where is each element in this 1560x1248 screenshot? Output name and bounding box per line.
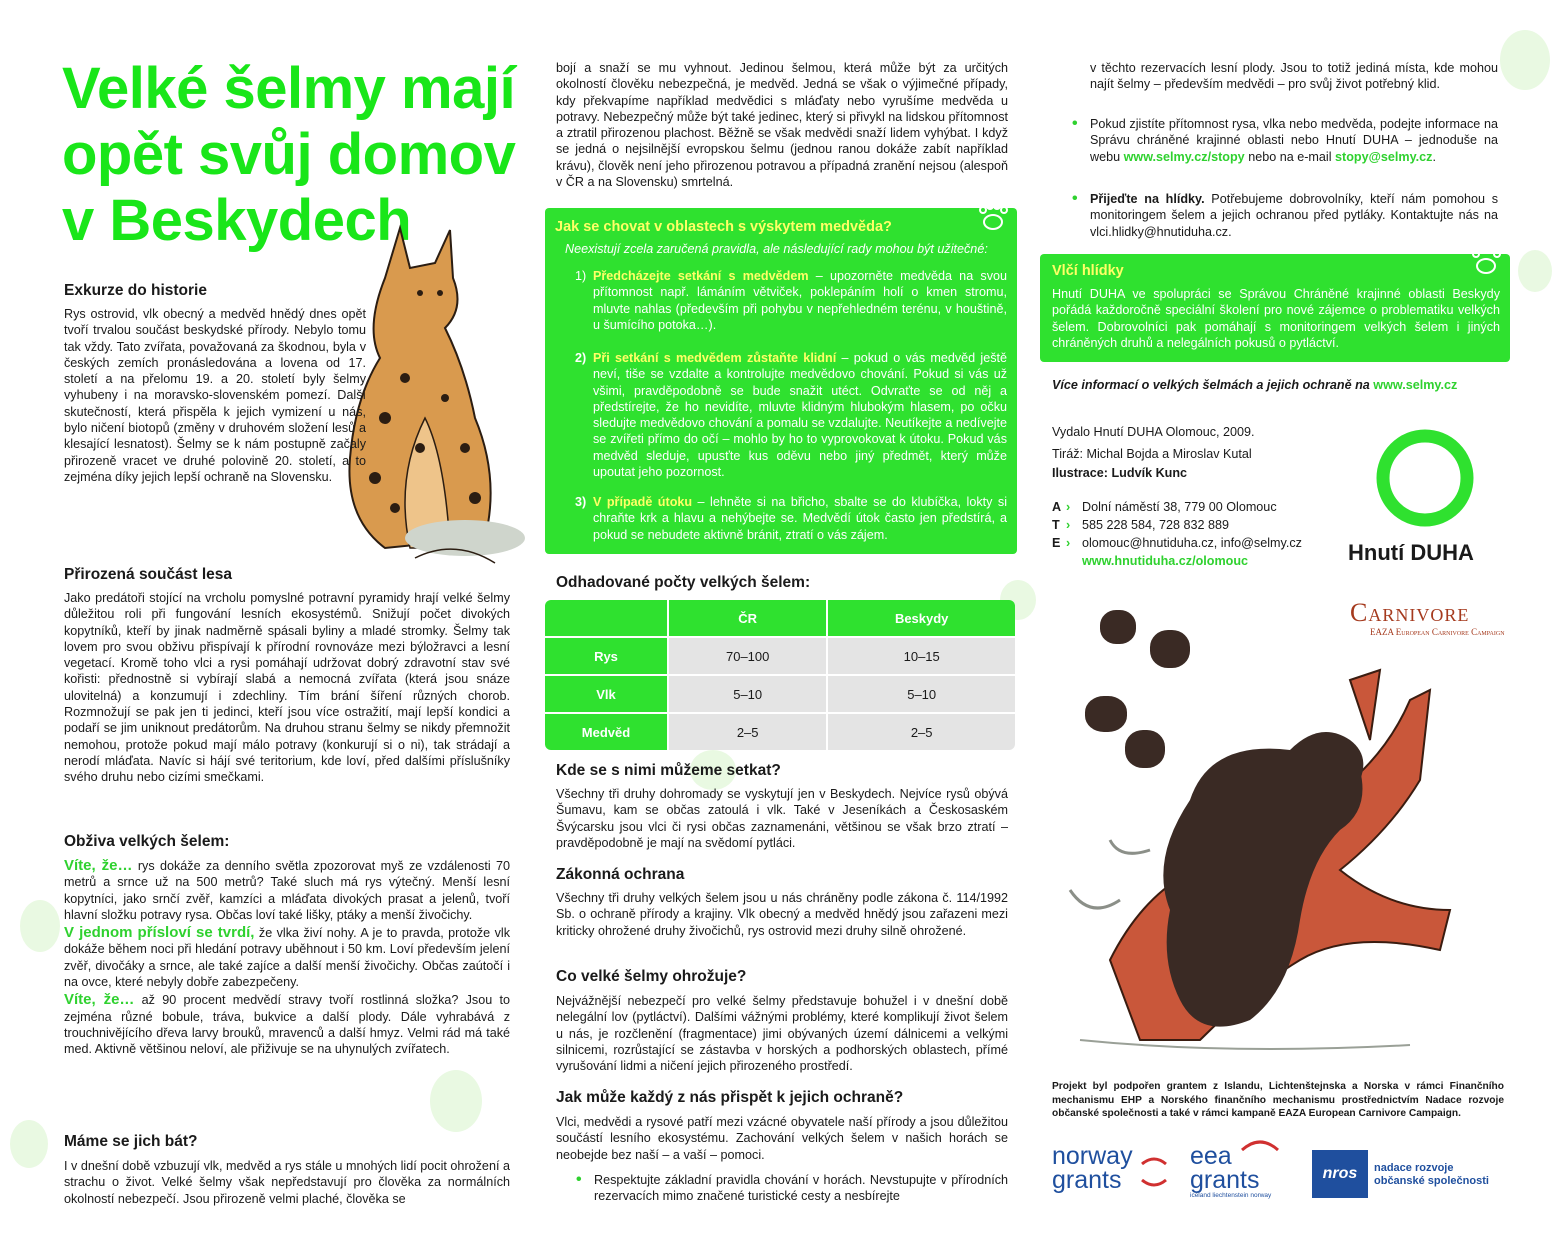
table-row (545, 636, 1015, 674)
rule-head: Při setkání s medvědem zůstaňte klidní (593, 351, 837, 365)
title-line: v Beskydech (62, 188, 412, 253)
bullet-text: Potřebujeme dobrovolníky, kteří nám pomohou s monitoringem šelem a jejich ochranou před pytláky. Kontaktujte nás na vlci.hlidky@hnutiduha.cz. (1090, 192, 1498, 239)
food-text: až 90 procent medvědí stravy tvoří rostlinná složka? Jsou to zejména různé bobule, tráva, bukvice a další plody. Dále vyhrabává z trouchnivějícího dřeva larvy brouků, mravenců a další hmyz. Velmi rád má také med. Aktivně většinou neloví, ale přiživuje se na uhynulých zvířatech. (64, 993, 510, 1057)
contact-value: 585 228 584, 728 832 889 (1082, 518, 1230, 532)
section-title: Exkurze do historie (64, 282, 207, 299)
rule-number: 2) (575, 351, 587, 365)
bear-illustration (1050, 660, 1510, 1070)
where-text: Všechny tři druhy dohromady se vyskytují jen v Beskydech. Nejvíce rysů obývá Šumavu, kam se občas zatoulá i vlk. Také v Jeseníkách a Českosaském Švýcarsku jsou vlci či rysi občas zaznamenáni, většinou se však brzo ztratí – pravděpodobně je mají na svědomí pytláci. (556, 787, 1008, 850)
norway-grants-text: grants (1052, 1166, 1122, 1194)
population-table (545, 600, 1015, 750)
title-line: Velké šelmy mají (62, 56, 516, 121)
link-email-stopy[interactable]: stopy@selmy.cz (1335, 149, 1433, 164)
rule-text: – lehněte si na břicho, sbalte se do klubíčka, lokty si chraňte krk a hlavu a nehýbejte se. Medvědí útok často jen předstírá, a pokud se nebudete aktivně bránit, ztratí o vás zájem. (593, 495, 1007, 542)
paw-print-decoration (10, 1120, 48, 1168)
food-paragraph-wolf (64, 925, 510, 990)
hnuti-duha-logo-text: Hnutí DUHA (1348, 540, 1474, 565)
paw-print-decoration (20, 900, 60, 952)
bullet-patrols (1072, 191, 1498, 240)
cell-beskydy: 10–15 (828, 636, 1015, 674)
paw-icon (975, 198, 1011, 234)
table-header-cr: ČR (669, 600, 828, 636)
paw-print-decoration (1518, 250, 1552, 292)
nros-text: občanské společnosti (1374, 1175, 1489, 1187)
carnivore-logo: Carnivore (1350, 598, 1470, 627)
box-text: Hnutí DUHA ve spolupráci se Správou Chráněné krajinné oblasti Beskydy pořádá každoročně speciální školení pro nové zájemce o problematiku velkých šelem. Dobrovolníci pak pomáhají s monitoringem velkých šelem i jiných chráněných druhů a nelegálních pokusů o pytláctví. (1052, 287, 1500, 350)
continuation-text: v těchto rezervacích lesní plody. Jsou to totiž jediná místa, kde mohou najít šelmy – především medvědi – pro svůj život potřebný klid. (1090, 61, 1498, 92)
chevron-icon: › (1066, 500, 1071, 514)
norway-grants-text: norway (1052, 1142, 1133, 1170)
bullet-text: . (1432, 149, 1436, 164)
rule-3 (575, 494, 1007, 543)
contact-value: Dolní náměstí 38, 779 00 Olomouc (1082, 500, 1277, 514)
history-text: Rys ostrovid, vlk obecný a medvěd hnědý dnes opět tvoří trvalou součást beskydské přírody. Nebylo tomu tak vždy. Tato zvířata, považovaná za škodnou, byla v českých zemích pronásledována a lovena od 17. století a na přelomu 19. a 20. století byly šelmy vyhubeny i na moravsko-slovenském pomezí. Další skutečností, která přispěla k jejich vymizení u nás, bylo ničení biotopů (změny v druhovém složení lesů a klesající lesnatost). Šelmy se k nám postupně začaly přirozeně vracet ve druhé polovině 20. století, a to zejména díky jejich lepší ochraně na Slovensku. (64, 307, 366, 484)
contact-key: E (1052, 536, 1061, 550)
rule-text: – upozorněte medvěda na svou přítomnost např. lámáním větviček, poklepáním holí o kmen stromu, mluvte nahlas (především při pohybu v nepřehledném terénu, v houštině, u šumícího potoka…). (593, 269, 1008, 332)
eea-grants-logo (1190, 1144, 1300, 1208)
box-title: Jak se chovat v oblastech s výskytem medvěda? (555, 219, 892, 235)
eea-grants-text: grants (1190, 1166, 1260, 1194)
help-text: Vlci, medvědi a rysové patří mezi vzácné obyvatele naší přírody a jsou důležitou součástí lesního ekosystému. Zachování velkých šelem v našich horách se neobejde bez naší – a vaší – pomoci. (556, 1115, 1008, 1162)
contact-key: T (1052, 518, 1060, 532)
link-selmy[interactable]: www.selmy.cz (1373, 378, 1458, 392)
bear-behavior-box (545, 208, 1017, 554)
chevron-icon: › (1066, 518, 1071, 532)
section-title-fear: Máme se jich bát? (64, 1133, 198, 1150)
nros-logo-mark: nros (1312, 1150, 1368, 1198)
bullet-text: Respektujte základní pravidla chování v horách. Nevstupujte v přírodních rezervacích mimo značené turistické cesty a nesbírejte (594, 1173, 1008, 1204)
table-header-row (545, 600, 1015, 636)
food-paragraph-bear (64, 992, 510, 1057)
nros-text: nadace rozvoje (1374, 1162, 1454, 1174)
link-selmy-stopy[interactable]: www.selmy.cz/stopy (1123, 149, 1245, 164)
section-title-help: Jak může každý z nás přispět k jejich ochraně? (556, 1089, 904, 1106)
food-text: že vlka živí nohy. A je to pravda, protože vlk dokáže během noci při hledání potravy uběhnout i 50 km. Loví především jelení zvěř, divočáky a srnce, ale také zajíce a další menší živočichy. Občas zaútočí i na ovce, které nebyly dobře zabezpečeny. (64, 926, 510, 990)
row-label: Medvěd (545, 712, 669, 750)
contact-block (1052, 499, 1352, 571)
eea-grants-mark-icon (1240, 1138, 1280, 1152)
food-paragraph-lynx (64, 858, 510, 923)
contact-key: A (1052, 500, 1062, 514)
food-text: rys dokáže za denního světla zpozorovat myš ze vzdálenosti 70 metrů a srnce už na 500 metrů? Také sluch má rys výtečný. Menší lesní kopytníci, jako srnčí zvěř, kamzíci a mláďata divokých prasat a jelenů, tvoří hlavní složku potravy rysa. Občas loví také lišky, ptáky a menší živočichy. (64, 859, 510, 922)
bullet-icon: • (1072, 190, 1078, 207)
link-hnutiduha-web[interactable]: www.hnutiduha.cz/olomouc (1082, 554, 1249, 568)
table-row (545, 674, 1015, 712)
rule-head: V případě útoku (593, 495, 693, 509)
table-row (545, 712, 1015, 750)
cell-cr: 70–100 (669, 636, 828, 674)
help-bullet (576, 1172, 1008, 1205)
more-info (1052, 377, 1512, 393)
rule-head: Předcházejte setkání s medvědem (593, 269, 809, 283)
paw-icon (1468, 242, 1504, 278)
rule-number: 1) (575, 269, 587, 283)
norway-grants-mark-icon (1140, 1154, 1168, 1190)
section-history (64, 282, 374, 300)
cell-beskydy: 5–10 (828, 674, 1015, 712)
cell-cr: 5–10 (669, 674, 828, 712)
section-title-food: Obživa velkých šelem: (64, 833, 230, 850)
cell-cr: 2–5 (669, 712, 828, 750)
hnuti-duha-circle-logo (1372, 425, 1478, 531)
title-line: opět svůj domov (62, 122, 516, 187)
contact-value[interactable]: olomouc@hnutiduha.cz, info@selmy.cz (1082, 536, 1302, 550)
eea-grants-text: eea (1190, 1142, 1232, 1170)
contact-row (1052, 499, 1352, 517)
table-header-beskydy: Beskydy (828, 600, 1015, 636)
table-header (545, 600, 669, 636)
contact-row (1052, 535, 1352, 553)
threats-text: Nejvážnější nebezpečí pro velké šelmy představuje bohužel i v dnešní době nelegální lov (pytláctví). Dalšími vážnými problémy, které komplikují život šelem u nás, je rozčlenění (fragmentace) jimi obývaných území dálnicemi a velkými silnicemi, rozrůstající se zástavba v horských a podhorských oblastech, přímé vyrušování lidmi a ničení jejich přirozeného prostředí. (556, 994, 1008, 1074)
paw-print-decoration (1500, 30, 1550, 90)
food-section (64, 858, 510, 1058)
forest-text: Jako predátoři stojící na vrcholu pomyslné potravní pyramidy hrají velké šelmy důležitou roli při fungování lesních ekosystémů. Snižují počet divokých kopytníků, kteří by jinak nadměrně spásali byliny a mladé stromky. Šelmy tak lovem pro svou obživu přispívají k přírodní rovnováze mezi býložravci a lesní vegetací. Kromě toho vlci a rysi pomáhají udržovat dobrý zdravotní stav své kořisti: přednostně si vybírají slabá a nemocná zvířata (která jsou snáze ulovitelná) a konzumují i zdechliny. Tím brání šíření různých chorob. Rozmnožují se pak jen ti jedinci, kteří jsou více ostražití, mají lepší kondici a podaří se jim uniknout predátorům. Na druhou stranu šelmy se nikdy přemnožit nemohou, protože pokud mají málo potravy (konkurují si o ni), tak strádají a nerodí mláďata. Navíc si hájí své teritorium, kde loví, před dalšími příslušníky svého druhu nebo cizími smečkami. (64, 591, 510, 785)
section-title-law: Zákonná ochrana (556, 866, 685, 883)
rule-number: 3) (575, 495, 587, 509)
rule-text: – pokud o vás medvěd ještě neví, tiše se vzdalte a kontrolujte medvědovo chování. Pokud si vás už všimi, pravděpodobně se bude snažit utéct. Odvraťte se od něj a předstírejte, že ho nevidíte, mluvte klidným hlubokým hlasem, po očku sledujte medvědovo chování a pomalu se vzdalujte. Neutíkejte a nedívejte se zvířeti přímo do očí – mohlo by ho to vyprovokovat k útoku. Pokud vás medvěd sleduje, upusťte kus oděvu nebo jiný předmět, který může upoutat jeho pozornost. (593, 351, 1007, 480)
carnivore-logo-subtitle: EAZA European Carnivore Campaign (1370, 627, 1505, 637)
bullet-head: Přijeďte na hlídky. (1090, 192, 1205, 206)
nros-logo-text (1374, 1162, 1489, 1188)
chevron-icon: › (1066, 536, 1071, 550)
section-title-forest: Přirozená součást lesa (64, 566, 232, 583)
section-title-threats: Co velké šelmy ohrožuje? (556, 968, 747, 985)
bullet-report (1072, 116, 1498, 165)
box-title: Vlčí hlídky (1052, 263, 1124, 279)
bullet-icon: • (1072, 115, 1078, 132)
lead-proverb: V jednom přísloví se tvrdí, (64, 924, 255, 942)
law-text: Všechny tři druhy velkých šelem jsou u nás chráněny podle zákona č. 114/1992 Sb. o ochraně přírody a krajiny. Vlk obecný a medvěd hnědý jsou zařazeni mezi kriticky ohrožené druhy živočichů, rys ostrovid mezi druhy silně ohrožené. (556, 891, 1008, 938)
contact-row (1052, 553, 1352, 571)
fear-text: I v dnešní době vzbuzují vlk, medvěd a rys stále u mnohých lidí pocit ohrožení a strachu o život. Velké šelmy však nepředstavují pro člověka za normálních okolností nebezpečí. Jsou přirozeně velmi plaché, člověka se (64, 1159, 510, 1206)
cell-beskydy: 2–5 (828, 712, 1015, 750)
print-run: Tiráž: Michal Bojda a Miroslav Kutal (1052, 447, 1252, 461)
section-title-where: Kde se s nimi můžeme setkat? (556, 762, 781, 779)
paw-print-decoration (430, 1070, 482, 1132)
grant-text: Projekt byl podpořen grantem z Islandu, Lichtenštejnska a Norska v rámci Finančního mechanismu EHP a Norského finančního mechanismu prostřednictvím Nadace rozvoje občanské společnosti a také v rámci kampaně EAZA European Carnivore Campaign. (1052, 1081, 1504, 1120)
publisher: Vydalo Hnutí DUHA Olomouc, 2009. (1052, 425, 1255, 439)
bullet-text: Pokud zjistíte přítomnost rysa, vlka nebo medvěda, podejte informace na Správu chráněné krajinné oblasti nebo Hnutí DUHA – jednoduše na webu (1090, 117, 1498, 164)
row-label: Vlk (545, 674, 669, 712)
row-label: Rys (545, 636, 669, 674)
table-title: Odhadované počty velkých šelem: (556, 574, 811, 591)
norway-grants-logo (1052, 1144, 1162, 1200)
lead-did-you-know: Víte, že… (64, 857, 133, 874)
intro-text: bojí a snaží se mu vyhnout. Jedinou šelmou, která může být za určitých okolností člověku nebezpečná, je medvěd. Jedná se však o výjimečné případy, kdy překvapíme například medvědici s mláďaty nebo vyrušíme medvěda u potravy. Nebezpečný může být také jedinec, který si přivykl na lidskou přítomnost a ztratil přirozenou plachost. Běžně se však medvědi snaží lidem vyhýbat. I když se jedná o nejsilnější evropskou šelmu (jednou ranou dokáže zabít například krávu), člověk není jeho přirozenou potravou a případná zranění nejsou (alespoň v ČR a na Slovensku) smrtelná. (556, 61, 1008, 190)
rule-1 (575, 268, 1007, 333)
illustration-credit: Ilustrace: Ludvík Kunc (1052, 466, 1188, 480)
bullet-text: nebo na e-mail (1244, 149, 1336, 164)
box-subtitle: Neexistují zcela zaručená pravidla, ale následující rady mohou být užitečné: (565, 242, 988, 256)
eea-grants-subtitle: iceland liechtenstein norway (1190, 1192, 1272, 1199)
contact-row (1052, 517, 1352, 535)
bullet-icon: • (576, 1171, 582, 1188)
more-info-text: Více informací o velkých šelmách a jejich ochraně na (1052, 378, 1374, 392)
wolf-patrol-box (1040, 254, 1510, 362)
lead-did-you-know: Víte, že… (64, 991, 135, 1009)
rule-2 (575, 350, 1007, 480)
